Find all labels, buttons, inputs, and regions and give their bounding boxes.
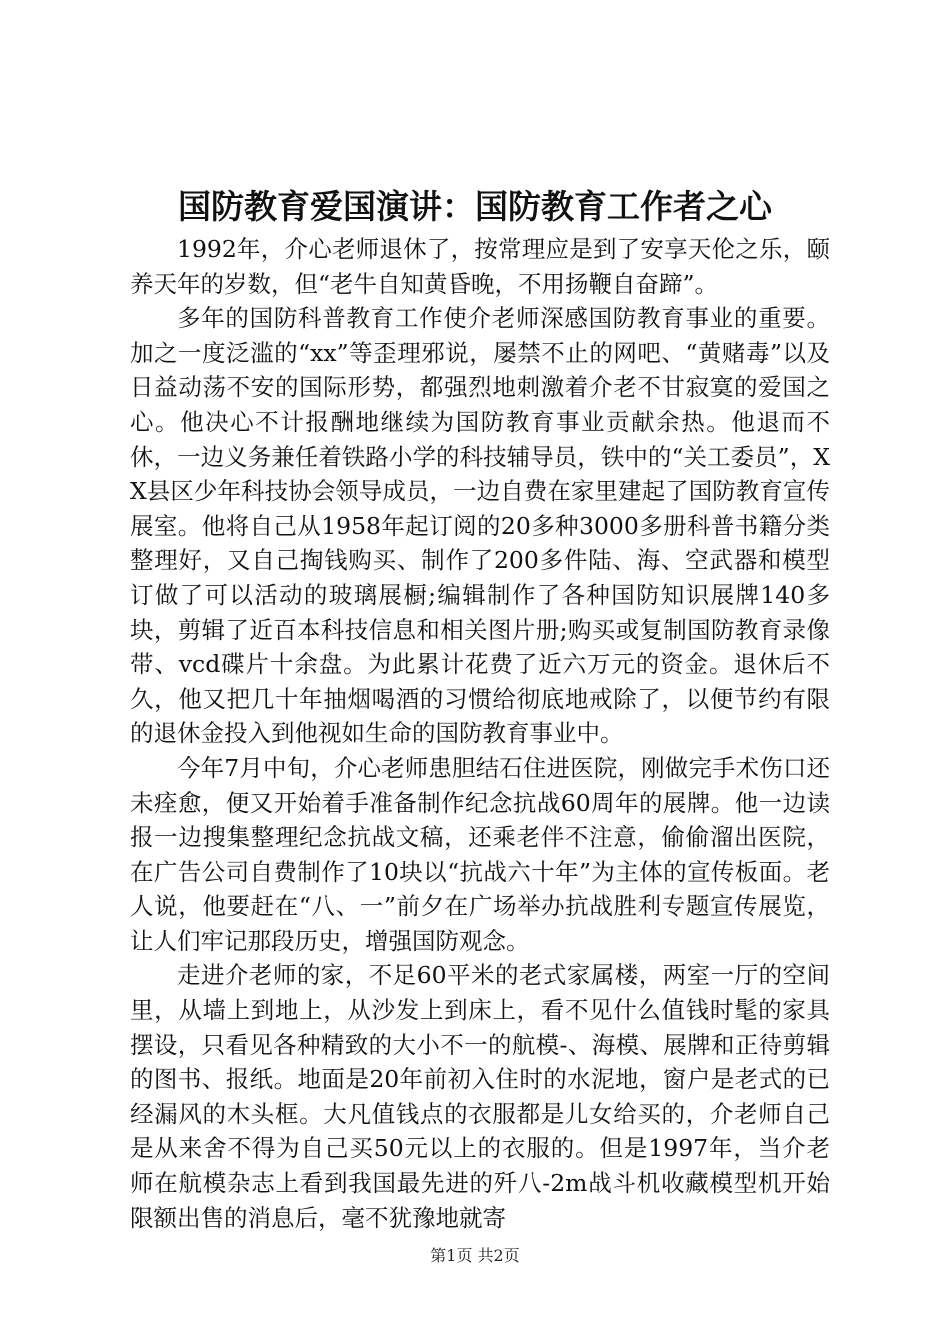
document-body [130,232,830,1235]
page-footer: 第1页 共2页 [430,1246,520,1265]
paragraph-3: 今年7月中旬，介心老师患胆结石住进医院，刚做完手术伤口还未痊愈，便又开始着手准备制作纪念抗战60周年的展牌。他一边读报一边搜集整理纪念抗战文稿，还乘老伴不注意，偷偷溜出医院，在广告公司自费制作了10块以“抗战六十年”为主体的宣传板面。老人说，他要赶在“八、一”前夕在广场举办抗战胜利专题宣传展览，让人们牢记那段历史，增强国防观念。 [130,753,830,955]
paragraph-2: 多年的国防科普教育工作使介老师深感国防教育事业的重要。加之一度泛滥的“xx”等歪理邪说，屡禁不止的网吧、“黄赌毒”以及日益动荡不安的国际形势，都强烈地刺激着介老不甘寂寞的爱国之心。他决心不计报酬地继续为国防教育事业贡献余热。他退而不休，一边义务兼任着铁路小学的科技辅导员，铁中的“关工委员”，XX县区少年科技协会领导成员，一边自费在家里建起了国防教育宣传展室。他将自己从1958年起订阅的20多种3000多册科普书籍分类整理好，又自己掏钱购买、制作了200多件陆、海、空武器和模型订做了可以活动的玻璃展橱;编辑制作了各种国防知识展牌140多块，剪辑了近百本科技信息和相关图片册;购买或复制国防教育录像带、vcd碟片十余盘。为此累计花费了近六万元的资金。退休后不久，他又把几十年抽烟喝酒的习惯给彻底地戒除了，以便节约有限的退休金投入到他视如生命的国防教育事业中。 [130,304,830,748]
paragraph-4: 走进介老师的家，不足60平米的老式家属楼，两室一厅的空间里，从墙上到地上，从沙发上到床上，看不见什么值钱时髦的家具摆设，只看见各种精致的大小不一的航模-、海模、展牌和正待剪辑的图书、报纸。地面是20年前初入住时的水泥地，窗户是老式的已经漏风的木头框。大凡值钱点的衣服都是儿女给买的，介老师自己是从来舍不得为自己买50元以上的衣服的。但是1997年，当介老师在航模杂志上看到我国最先进的歼八-2m战斗机收藏模型机开始限额出售的消息后，毫不犹豫地就寄 [130,961,830,1232]
paragraph-1: 1992年，介心老师退休了，按常理应是到了安享天伦之乐，颐养天年的岁数，但“老牛自知黄昏晚，不用扬鞭自奋蹄”。 [130,235,830,298]
page-title: 国防教育爱国演讲：国防教育工作者之心 [178,187,772,226]
